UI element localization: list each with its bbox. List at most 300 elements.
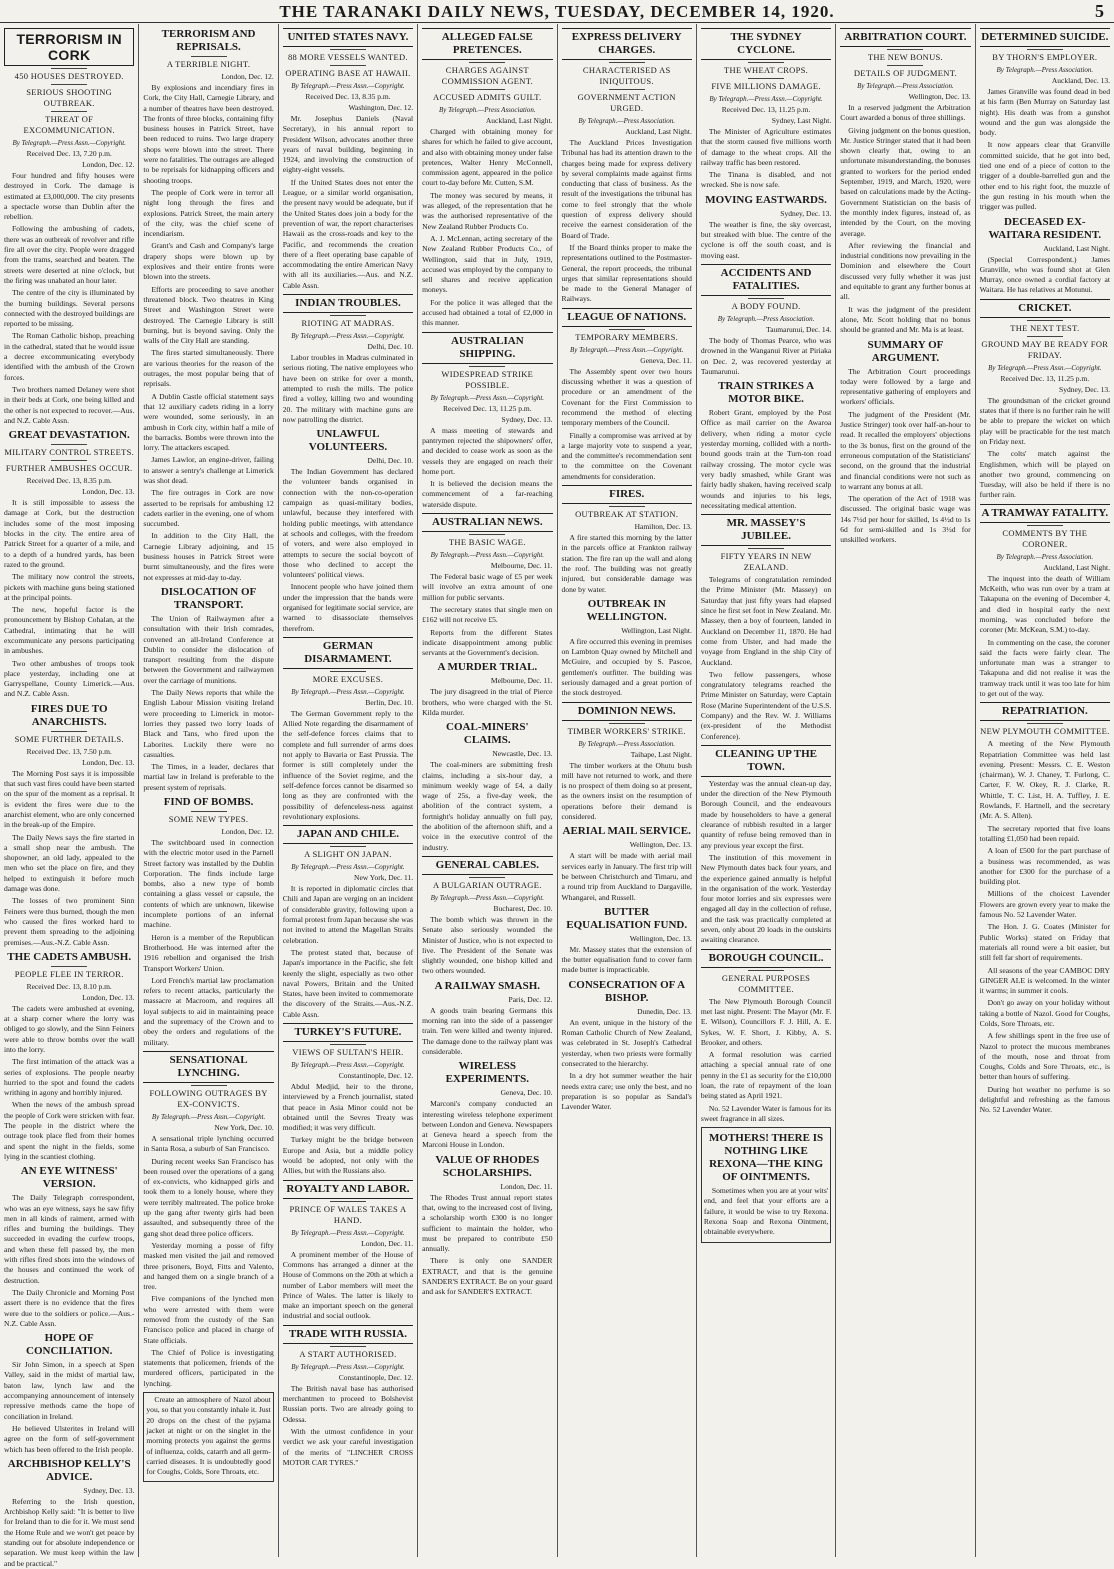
article: [562, 28, 692, 305]
article: [143, 1392, 273, 1482]
columns: [0, 24, 1114, 1568]
article-subheading: THE WHEAT CROPS.: [724, 65, 809, 75]
article-paragraph: Two other ambushes of troops took place yesterday, including one at Garryspellane, County Limerick.—Aus. and N.Z. Cable Assn.: [4, 658, 135, 699]
article: [562, 308, 692, 482]
article-headline: BUTTER EQUALISATION FUND.: [566, 905, 688, 931]
article: [980, 504, 1110, 700]
article-paragraph: Don't go away on your holiday without taking a bottle of Nazol. Good for Coughs, Colds, Sore Throats, etc.: [979, 998, 1110, 1028]
article-paragraph: The German Government reply to the Allied Note regarding the disarmament of the self-defence forces claims that to complete and full surrender of arms does not apply to Bavaria or East Prussia. The former is still completely under the influence of the Soviet regime, and the self-defence forces cannot be disarmed so long as they are confronted with the possibility of defenceless-ness against revolutionary explosions.: [282, 708, 414, 821]
article-paragraph: The weather is fine, the sky overcast, but streaked with blue. The centre of the cyclone is off the south coast, and is moving east.: [700, 219, 832, 260]
article-subheading: FIFTY YEARS IN NEW ZEALAND.: [720, 551, 812, 573]
article-paragraph: Following the ambushing of cadets, there was an outbreak of revolver and rifle fire all over the city. People were dragged from the trams, searched and beaten. The streets were deserted at nine o'clock, but the firing was unabated an hour later.: [4, 224, 135, 285]
article-paragraph: A formal resolution was carried attaching a special annual rate of one penny in the £1 as security for the £10,000 loan, the rate of repayment of the loan being stated as April 1921.: [700, 1050, 832, 1101]
article: [283, 1325, 413, 1468]
wire-credit: By Telegraph.—Press Assn.—Copyright.: [430, 893, 545, 902]
article: [422, 332, 552, 510]
article-paragraph: The Daily Chronicle and Morning Post assert there is no evidence that the fires were due to the soldiers or police.—Aus.-N.Z. Cable Assn.: [4, 1287, 135, 1328]
article-headline: GENERAL CABLES.: [422, 856, 552, 875]
article-subheading: GROUND MAY BE READY FOR FRIDAY.: [981, 338, 1109, 360]
article-paragraph: The Union of Railwaymen after a consultation with their Irish comrades, convened an all-Ireland Conference at Dublin to consider the dislocation of transport resulting from the dispute between the Government and railwaymen over the carriage of munitions.: [143, 613, 274, 685]
article-paragraph: When the news of the ambush spread the people of Cork were stricken with fear. The people in the district where the outrage took place fled from their homes and spent the night in the fields, some lying in the scantiest clothing.: [4, 1100, 135, 1161]
article-headline: TERRORISM AND REPRISALS.: [161, 28, 256, 53]
article-headline: A TRAMWAY FATALITY.: [980, 504, 1110, 523]
article-paragraph: Yesterday was the annual clean-up day, under the direction of the New Plymouth Borough Council, and the endeavours made by householders to have a general clearance of rubbish resulted in a larger quantity of refuse being removed than in any previous year except the first.: [700, 778, 832, 850]
article-paragraph: The Tinana is disabled, and not wrecked. She is now safe.: [700, 170, 832, 190]
article-paragraph: The groundsman of the cricket ground states that if there is no further rain he will be able to prepare the wicket on which play will be practicable for the test match on Friday next.: [979, 395, 1110, 446]
article: [283, 28, 413, 291]
dateline: Paris, Dec. 12.: [508, 994, 553, 1004]
masthead-title: THE TARANAKI DAILY NEWS, TUESDAY, DECEMBER 14, 1920.: [279, 2, 835, 21]
rule-divider: [609, 329, 645, 330]
article-paragraph: The Morning Post says it is impossible that such vast fires could have been started on the spur of the moment as a reprisal. It is evident the fires were due to the anarchist element, who are only concerned in the break-up of the Empire.: [4, 768, 135, 830]
dateline: Melbourne, Dec. 11.: [490, 676, 553, 686]
article-paragraph: A. J. McLennan, acting secretary of the New Zealand Rubber Products Co., of Wellington, said that in July, 1919, accused was employed by the company to sell shares and receive application moneys.: [422, 233, 553, 295]
article: [4, 28, 134, 426]
article-headline: OUTBREAK IN WELLINGTON.: [586, 597, 667, 623]
article-subheading: A SLIGHT ON JAPAN.: [304, 849, 392, 860]
article-headline: CLEANING UP THE TOWN.: [701, 745, 831, 777]
article-headline: ROYALTY AND LABOR.: [283, 1180, 413, 1199]
article-paragraph: It is reported in diplomatic circles that Chili and Japan are verging on an incident of considerable gravity, following upon a formal protest from Japan because she was not invited to attend the Magellan Straits celebration.: [282, 884, 414, 945]
article-paragraph: In a dry hot summer weather the hair needs extra care; use only the best, and no preparation is so popular as Sandal's Lavender Water.: [561, 1071, 692, 1112]
article: [283, 1180, 413, 1322]
article-paragraph: Labor troubles in Madras culminated in serious rioting. The native employees who have been on strike for over a month, attempted to rush the mills. The police fired a volley, killing two and wounding 20. The military with machine guns are now patrolling the district.: [282, 353, 414, 424]
article-paragraph: The Daily News says the fire started in a small shop near the ambush. The shopowner, an old lady, appealed to the men who set the place on fire, and they helped to extinguish it before much damage was done.: [4, 832, 135, 894]
article-paragraph: Sometimes when you are at your wits' end, and feel that your efforts are a failure, it would be wise to try Rexona. Rexona Soap and Rexona Ointment, obtainable everywhere.: [703, 1186, 829, 1237]
article-paragraph: The New Plymouth Borough Council met last night. Present: The Mayor (Mr. F. E. Wilson), Councillors F. J. Hill, A. E. Sykes, W. F. Short, J. Kibby, A. S. Brooker, and others.: [700, 996, 832, 1047]
article-headline: TRAIN STRIKES A MOTOR BIKE.: [718, 380, 815, 406]
article-paragraph: Five companions of the lynched men who were arrested with them were removed from the custody of the San Francisco police and placed in charge of State officials.: [143, 1294, 274, 1345]
article-subheading: VIEWS OF SULTAN'S HEIR.: [292, 1047, 404, 1057]
wire-credit: By Telegraph.—Press Assn.—Copyright.: [291, 863, 405, 872]
article-subheading: 88 MORE VESSELS WANTED.: [287, 52, 408, 62]
article-paragraph: Four hundred and fifty houses were destroyed in Cork. The damage is estimated at £3,000,000. The city presents a spectacle worse than Dublin after the rebellion.: [4, 171, 135, 222]
dateline: Newcastle, Dec. 13.: [492, 749, 553, 759]
article-subheading: CHARACTERISED AS INIQUITOUS.: [582, 65, 671, 86]
rule-divider: [748, 548, 784, 549]
article-subheading: OPERATING BASE AT HAWAII.: [285, 68, 411, 78]
received-line: Received Dec. 13, 8.35 p.m.: [305, 92, 391, 101]
article-paragraph: The Rhodes Trust annual report states that, owing to the increased cost of living, a scholarship worth £300 is no longer sufficient to maintain the holder, who must be prepared to contribute £50 annually.: [422, 1192, 553, 1254]
rule-divider: [887, 65, 923, 66]
article-paragraph: The operation of the Act of 1918 was discussed. The original basic wage was 14s 7½d per hour for skilled, 1s 4½d to 1s 6d for semi-skilled and 1s 3½d for unskilled workers.: [840, 494, 971, 545]
wire-credit: By Telegraph.—Press Association.: [717, 314, 815, 323]
article-paragraph: Reports from the different States indicate disappointment among public servants at the Government's decision.: [422, 627, 553, 658]
article-paragraph: The timber workers at the Ohutu bush mill have not returned to work, and there is no prospect of them doing so at present, as the owners insist on the resumption of operations before their demand is considered.: [561, 760, 692, 822]
rule-divider: [469, 877, 505, 878]
article-headline: ARCHBISHOP KELLY'S ADVICE.: [7, 1457, 131, 1483]
article-paragraph: Create an atmosphere of Nazol about you, so that you constantly inhale it. Just 20 drops on the chest of the pyjama jacket at night or on the singlet in the morning protects you against the germs of influenza, colds, catarrh and all germ-carried diseases. It is undoubtedly good for Coughs, Colds, Sore Throats, etc.: [146, 1395, 271, 1477]
wire-credit: By Telegraph.—Press Assn.—Copyright.: [291, 1228, 405, 1237]
article-paragraph: Innocent people who have joined them under the impression that the bands were organised for legitimate social service, are warned to disassociate themselves therefrom.: [282, 582, 414, 633]
article-paragraph: In commenting on the case, the coroner said the facts were fairly clear. The unfortunate man was a stranger to Takapuna and did not realise it was the tramway track until it was too late for him to get out of the way.: [979, 637, 1110, 698]
article-subheading: A BODY FOUND.: [731, 300, 801, 311]
column-4: [418, 24, 557, 1557]
article: [4, 951, 134, 1162]
article-paragraph: A Dublin Castle official statement says that 12 auxiliary cadets riding in a lorry were wounded, some seriously, in an ambush in Cork city, within half a mile of the barracks. Bombs were thrown into the lorry. The attackers escaped.: [143, 391, 274, 453]
article-subheading: COMMENTS BY THE CORONER.: [1002, 527, 1088, 549]
article-headline: CRICKET.: [980, 299, 1110, 318]
rule-divider: [51, 84, 87, 85]
rule-divider: [330, 1044, 366, 1045]
rule-divider: [469, 366, 505, 367]
article-headline: SUMMARY OF ARGUMENT.: [867, 338, 944, 364]
article-paragraph: With the utmost confidence in your verdict we ask your careful investigation of the merits of "LINCHER CROSS MOTOR CAR TYRES.": [282, 1426, 414, 1467]
rule-divider: [748, 62, 784, 63]
article-subheading: SERIOUS SHOOTING OUTBREAK.: [26, 87, 113, 108]
rule-divider: [1027, 49, 1063, 50]
article-headline: A RAILWAY SMASH.: [434, 979, 541, 992]
rule-divider: [330, 1346, 366, 1347]
article-subheading: SOME NEW TYPES.: [168, 814, 249, 824]
article-paragraph: Heron is a member of the Republican Brotherhood. He was interned after the 1916 rebellion and organised the Irish Transport Workers' Union.: [143, 932, 274, 973]
article-paragraph: The Times, in a leader, declares that martial law in Ireland is preferable to the present system of reprisals.: [143, 762, 274, 792]
article-headline: VALUE OF RHODES SCHOLARSHIPS.: [435, 1153, 540, 1179]
article-paragraph: It was the judgment of the president alone, Mr. Scott holding that no bonus should be granted and Mr. Ma is at least.: [840, 304, 971, 335]
received-line: Received Dec. 13, 11.25 p.m.: [1000, 373, 1090, 383]
rule-divider: [330, 846, 366, 847]
received-line: Received Dec. 13, 7.50 p.m.: [26, 746, 112, 756]
article-headline: COAL-MINERS' CLAIMS.: [446, 721, 529, 747]
article: [980, 702, 1110, 1115]
rule-divider: [51, 444, 87, 445]
received-line: Received Dec. 13, 8.10 p.m.: [26, 981, 112, 991]
article-paragraph: If the United States does not enter the League, or a similar world organisation, the present navy would be adequate, but if the United States does join a body for the prevention of war, the report characterises Hawaii as the cross-roads and key to the Pacific, and recommends the creation there of a fleet operating base capable of accommodating the entire American Navy with all its auxiliaries.—Aus. and N.Z. Cable Assn.: [282, 177, 414, 290]
rule-divider: [887, 49, 923, 50]
dateline: London, Dec. 12.: [221, 827, 274, 836]
article-paragraph: The military now control the streets, pickets with machine guns being stationed at the principal points.: [4, 572, 135, 602]
wire-credit: By Telegraph.—Press Association.: [996, 66, 1094, 74]
article-headline: UNLAWFUL VOLUNTEERS.: [308, 428, 388, 454]
article-paragraph: He believed Ulsterites in Ireland will agree on the form of self-government which has been offered to the Irish people.: [4, 1423, 135, 1454]
article-headline: GREAT DEVASTATION.: [8, 429, 130, 442]
article-subheading: PRINCE OF WALES TAKES A HAND.: [289, 1203, 407, 1225]
article-headline: FIND OF BOMBS.: [163, 796, 254, 808]
article-paragraph: The British naval base has authorised merchantmen to proceed to Bolshevist Russian ports. Two are already going to Odessa.: [282, 1383, 414, 1424]
dateline: Sydney, Last Night.: [771, 116, 832, 125]
wire-credit: By Telegraph.—Press Assn.—Copyright.: [291, 82, 405, 90]
dateline: London, Dec. 13.: [82, 992, 135, 1002]
article-paragraph: Turkey might be the bridge between Europe and Asia, but a middle policy would be adopted, not only with the Allies, but with the Russians also.: [282, 1135, 414, 1176]
dateline: Wellington, Dec. 13.: [908, 92, 971, 101]
column-5: [558, 24, 697, 1557]
dateline: Geneva, Dec. 10.: [500, 1088, 553, 1098]
article-headline: UNITED STATES NAVY.: [283, 28, 413, 47]
wire-credit: By Telegraph.—Press Assn.—Copyright.: [430, 551, 545, 560]
dateline: London, Dec. 13.: [82, 757, 135, 767]
article-paragraph: The jury disagreed in the trial of Pierce brothers, who were charged with the St. Kilda murder.: [422, 687, 553, 717]
article: [4, 1165, 134, 1329]
article-paragraph: Mr. Josephus Daniels (Naval Secretary), in his annual report to President Wilson, advocates another three years of naval building, beginning in 1924, and involving the construction of eighty-eight vessels.: [282, 114, 414, 175]
article-paragraph: The new, hopeful factor is the pronouncement by Bishop Cohalan, at the Cathedral, intimating that he will excommunicate any persons participating in ambushes.: [4, 605, 135, 656]
article-headline: THE SYDNEY CYCLONE.: [701, 28, 831, 60]
article: [4, 703, 134, 948]
dateline: Delhi, Dec. 10.: [367, 456, 414, 466]
article: [701, 949, 831, 1125]
article-paragraph: A goods train bearing Germans this morning ran into the side of a passenger train. Ten were killed and twenty injured. The damage done to the railway plant was considerable.: [422, 1005, 553, 1056]
article-paragraph: The Roman Catholic bishop, preaching in the cathedral, stated that he would issue a decree excommunicating everybody identified with the ambush of the Crown forces.: [4, 331, 135, 382]
article-subheading: MORE EXCUSES.: [312, 673, 384, 684]
article-paragraph: Telegrams of congratulation reminded the Prime Minister (Mr. Massey) on Saturday that just fifty years had elapsed since he first set foot in New Zealand. Mr. Massey, then a boy of fourteen, landed in Auckland on December 11, 1870. He had come from Ulster, and had made the voyage from England in the ship City of Auckland.: [700, 575, 832, 667]
rule-divider: [51, 111, 87, 112]
article-headline: ACCIDENTS AND FATALITIES.: [701, 264, 831, 296]
article-subheading: OUTBREAK AT STATION.: [575, 509, 679, 520]
received-line: Received Dec. 13, 11.25 p.m.: [721, 105, 811, 114]
article-subheading: DETAILS OF JUDGMENT.: [853, 68, 958, 78]
article-paragraph: In a reserved judgment the Arbitration Court awarded a bonus of three shillings.: [840, 103, 971, 123]
dateline: Auckland, Last Night.: [1043, 562, 1110, 572]
article-headline: LEAGUE OF NATIONS.: [562, 308, 692, 327]
article-subheading: PEOPLE FLEE IN TERROR.: [14, 968, 124, 979]
article-headline: MOVING EASTWARDS.: [705, 193, 827, 206]
article-paragraph: The first intimation of the attack was a series of explosions. The people nearby hurried to the spot and found the cadets writhing in agony and horribly injured.: [4, 1057, 135, 1098]
article-paragraph: The protest stated that, because of Japan's importance in the Pacific, she felt keenly the slight, especially as two other naval Powers, Britain and the United States, have been invited to commemorate the discovery of the Straits.—Aus.-N.Z. Cable Assn.: [282, 947, 414, 1019]
rule-divider: [330, 1201, 366, 1202]
article-paragraph: A fire started this morning by the latter in the parcels office at Frankton railway station. The fire ran up the wall and along the roof. The building was not greatly injured, but considerable damage was done by water.: [561, 533, 692, 594]
article-paragraph: An event, unique in the history of the Roman Catholic Church of New Zealand, was celebrated in St. Joseph's Cathedral yesterday, when two priests were formally consecrated to the hierarchy.: [561, 1017, 692, 1068]
article-subheading: MILITARY CONTROL STREETS.: [4, 447, 135, 458]
article-headline: A MURDER TRIAL.: [437, 661, 538, 674]
dateline: Wellington, Last Night.: [621, 625, 692, 635]
article-paragraph: The money was secured by means, it was alleged, of the representation that he was the authorised representative of the New Zealand Rubber Products Co.: [422, 190, 553, 231]
article: [562, 825, 692, 902]
article-subheading: GENERAL PURPOSES COMMITTEE.: [721, 972, 811, 994]
dateline: Dunedin, Dec. 13.: [637, 1006, 692, 1016]
article-paragraph: The Indian Government has declared the volunteer bands organised in connection with the non-co-operation campaign as quasi-military bodies, unlawful, because they interfered with holding public meetings, with attendance at schools and colleges, with the freedom of voters, and were also employed in attempts to secure the social boycott of those who declined to accept the volunteers' political views.: [282, 467, 414, 580]
article-headline: ARBITRATION COURT.: [840, 28, 970, 47]
article: [4, 1332, 134, 1455]
article: [422, 1154, 552, 1298]
article-paragraph: It now appears clear that Granville committed suicide, that he got into bed, tied one end of a piece of cotton to the trigger of a double-barrelled gun and the other end to his right foot, the muzzle of the gun resting in his mouth when the trigger was pulled.: [979, 140, 1110, 212]
dateline: Sydney, Dec. 13.: [501, 414, 553, 424]
dateline: Sydney, Dec. 13.: [1059, 384, 1110, 394]
article-paragraph: The Arbitration Court proceedings today were followed by a large and representative gathering of employers and workers' officials.: [840, 366, 971, 407]
article-paragraph: The Daily News reports that while the English Labour Mission visiting Ireland were proceeding to Limerick in motor-lorries they passed two lorry loads of Black and Tans, who fired upon the Laborites. Luckily there were no casualties.: [143, 688, 274, 759]
rule-divider: [469, 62, 505, 63]
article-paragraph: Two fellow passengers, whose congratulatory telegrams reached the Prime Minister on Saturday, were Captain Rose (Marine Superintendent of the U.S.S. Company) and the Rev. W. J. Williams (ex-president of the Methodist Conference).: [700, 669, 832, 741]
rule-divider: [191, 811, 227, 812]
dateline: Berlin, Dec. 10.: [365, 697, 414, 707]
article-headline: BOROUGH COUNCIL.: [701, 949, 831, 968]
article-subheading: TIMBER WORKERS' STRIKE.: [567, 725, 686, 736]
dateline: Washington, Dec. 12.: [348, 103, 414, 112]
wire-credit: By Telegraph.—Press Assn.—Copyright.: [291, 332, 405, 341]
article-headline: TURKEY'S FUTURE.: [283, 1023, 413, 1042]
dateline: Sydney, Dec. 13.: [83, 1485, 135, 1495]
article: [980, 28, 1110, 213]
article-paragraph: The secretary states that single men on £162 will not receive £5.: [422, 604, 553, 625]
article-subheading: A BULGARIAN OUTRAGE.: [432, 879, 542, 890]
article: [283, 1023, 413, 1177]
article-paragraph: A fire occurred this evening in premises on Lambton Quay owned by Mitchell and McGuire, and occupied by S. Pascoe, gentlemen's outfitter. The building was seriously damaged and a great portion of the stock destroyed.: [561, 636, 692, 698]
article: [283, 637, 413, 822]
article-headline: AN EYE WITNESS' VERSION.: [20, 1165, 118, 1191]
article-paragraph: Yesterday morning a posse of fifty masked men visited the jail and removed three prisoners, Boyd, Fitts and Valento, and hanged them on a single branch of a tree.: [143, 1240, 274, 1292]
dateline: Hamilton, Dec. 13.: [634, 522, 692, 532]
column-3: [279, 24, 418, 1557]
rule-divider: [1027, 320, 1063, 321]
column-2: [139, 24, 278, 1557]
article-subheading: THE NEXT TEST.: [1010, 322, 1080, 333]
article-paragraph: Robert Grant, employed by the Post Office as mail carrier on the Awaroa delivery, when riding a motor cycle yesterday morning, collided with a north-bound goods train at the Turn-ton road railway crossing. The motor cycle was very badly smashed, while Grant was fairly badly shaken, having received scalp wounds and injuries to his legs, necessitating medical attention.: [700, 408, 832, 510]
article-paragraph: For the police it was alleged that the accused had obtained a total of £2,000 in this manner.: [422, 297, 553, 328]
article: [143, 28, 273, 583]
article-headline: GERMAN DISARMAMENT.: [283, 637, 413, 669]
wire-credit: By Telegraph.—Press Association.: [857, 82, 954, 90]
article-paragraph: A meeting of the New Plymouth Repatriation Committee was held last evening. Present: Messrs. C. E. Weston (chairman), W. J. Chaney, T. Furlong, C. Carter, F. W. Okey, R. J. Clarke, R. Whittle, T. C. List, H. A. Tuffley, J. E. Rowlands, F. Hartnell, and the secretary (Mr. A. S. Allen).: [979, 739, 1110, 821]
article-paragraph: Charged with obtaining money for shares for which he failed to give account, and also with obtaining money under false pretences, Walter Henry McConnell, commission agent, appeared in the police court to-day before Mr. Cutten, S.M.: [422, 127, 553, 188]
article-subheading: A START AUTHORISED.: [299, 1348, 397, 1359]
article-subheading: FURTHER AMBUSHES OCCUR.: [5, 463, 133, 474]
article-subheading: NEW PLYMOUTH COMMITTEE.: [980, 726, 1110, 737]
article: [422, 28, 552, 329]
article-paragraph: A sensational triple lynching occurred in Santa Rosa, a suburb of San Francisco.: [143, 1133, 274, 1154]
article: [283, 825, 413, 1020]
article-headline: THE CADETS AMBUSH.: [7, 950, 132, 963]
article: [562, 906, 692, 976]
page-number: 5: [1095, 1, 1104, 21]
article-subheading: ACCUSED ADMITS GUILT.: [433, 92, 542, 102]
dateline: Geneva, Dec. 11.: [640, 355, 692, 365]
article-subheading: SOME FURTHER DETAILS.: [14, 733, 124, 744]
dateline: New York, Dec. 10.: [214, 1122, 274, 1132]
rule-divider: [748, 970, 784, 971]
article-paragraph: Abdul Medjid, heir to the throne, interviewed by a French journalist, stated that peace in Asia Minor could not be obtained until the Sevres Treaty was modified; it was very difficult.: [282, 1082, 414, 1133]
article: [422, 513, 552, 658]
article-paragraph: It is believed the decision means the commencement of a far-reaching waterside dispute.: [422, 479, 553, 509]
article-paragraph: By explosions and incendiary fires in Cork, the City Hall, Carnegie Library, and a number of theatres have been destroyed. The fronts of three blocks, containing fifty business houses in Patrick Street, have been reduced to ruins. Two large drapery shops were blown into the street. There were no fatalities. The outrages are alleged to be reprisals for kidnapping officers and shooting troops.: [143, 83, 274, 185]
rule-divider: [51, 68, 87, 69]
dateline: Delhi, Dec. 10.: [367, 342, 414, 352]
article-headline: MOTHERS! THERE IS NOTHING LIKE REXONA—THE KING OF OINTMENTS.: [709, 1132, 824, 1184]
dateline: Taumarunui, Dec. 14.: [766, 324, 832, 334]
article-paragraph: The coal-miners are submitting fresh claims, including a six-hour day, a minimum weekly wage of £4, a daily wage of 25s, a five-day week, the abolition of the contract system, a fortnight's holiday annually on full pay, the abolition of the afternoon shift, and a voice in the executive control of the industry.: [422, 760, 553, 852]
article-paragraph: There is only one SANDER EXTRACT, and that is the genuine SANDER'S EXTRACT. Be on your guard and ask for SANDER'S EXTRACT.: [422, 1256, 553, 1297]
article-subheading: FOLLOWING OUTRAGES BY EX-CONVICTS.: [149, 1087, 268, 1109]
article: [701, 380, 831, 511]
article-paragraph: The institution of this movement in New Plymouth dates back four years, and the experience gained annually is helpful in the organisation of the work. Yesterday four motor lorries and six expresses were engaged all day in the collection of refuse, and the task was practically completed at seven, only about 20 loads in the outskirts awaiting clearance.: [700, 852, 832, 945]
article-headline: AUSTRALIAN SHIPPING.: [422, 332, 552, 364]
article-paragraph: The Hon. J. G. Coates (Minister for Public Works) stated on Friday that materials all round were a bit easier, but still fell far short of requirements.: [979, 922, 1110, 963]
article-paragraph: The centre of the city is illuminated by the burning buildings. Several persons connected with the destroyed buildings are reported to be missing.: [4, 288, 135, 329]
article: [422, 1060, 552, 1150]
article-paragraph: The people of Cork were in terror all night long through the fires and explosions. Patrick Street, the main artery of the city, was the chief scene of incendiarism.: [143, 187, 274, 239]
article-paragraph: The judgment of the President (Mr. Justice Stringer) took over half-an-hour to read. It recalled the employers' objections to the 3s bonus, first on the ground of the erroneous computation of the Statisticians' second, on the ground that the industrial and financial conditions were not such as to warrant any bonus at all.: [840, 409, 971, 491]
article-paragraph: The secretary reported that five loans totalling £1,050 had been repaid.: [979, 823, 1110, 843]
wire-credit: By Telegraph.—Press Assn.—Copyright.: [709, 95, 823, 103]
article: [283, 428, 413, 634]
rule-divider: [748, 78, 784, 79]
article-paragraph: Millions of the choicest Lavender Flowers are grown every year to make the famous No. 52 Lavender Water.: [979, 889, 1110, 920]
article-headline: MR. MASSEY'S JUBILEE.: [701, 514, 831, 546]
article-headline: ALLEGED FALSE PRETENCES.: [422, 28, 552, 60]
article-paragraph: The cadets were ambushed at evening, at a sharp corner where the lorry was obliged to go slowly, and the Sinn Feiners were able to throw bombs over the wall into the lorry.: [4, 1003, 135, 1054]
article: [143, 586, 273, 793]
article-headline: HOPE OF CONCILIATION.: [26, 1332, 113, 1358]
article-headline: AUSTRALIAN NEWS.: [422, 513, 552, 532]
rule-divider: [330, 65, 366, 66]
article-subheading: A TERRIBLE NIGHT.: [166, 59, 251, 69]
dateline: Melbourne, Dec. 11.: [490, 561, 553, 571]
article-headline: EXPRESS DELIVERY CHARGES.: [562, 28, 692, 60]
article: [283, 294, 413, 425]
dateline: London, Dec. 12.: [221, 72, 274, 81]
article-paragraph: All seasons of the year CAMBOC DRY GINGER ALE is welcomed. In the winter it warms; in summer it cools.: [979, 965, 1110, 996]
article-headline: CONSECRATION OF A BISHOP.: [568, 978, 686, 1004]
received-line: Received Dec. 13, 7.20 p.m.: [26, 149, 112, 158]
article-subheading: RIOTING AT MADRAS.: [301, 318, 395, 329]
rule-divider: [609, 506, 645, 507]
article-paragraph: During hot weather no perfume is so delightful and refreshing as the famous No. 52 Lavender Water.: [979, 1084, 1110, 1115]
article: [701, 264, 831, 377]
article-paragraph: Efforts are proceeding to save another threatened block. Two theatres in King Street and Washington Street were destroyed. The Carnegie Library is still burning, but is beyond saving. Only the walls of the City Hall are standing.: [143, 284, 274, 346]
dateline: London, Dec. 12.: [82, 160, 135, 169]
article: [562, 979, 692, 1113]
article: [422, 980, 552, 1057]
article-subheading: BY THORN'S EMPLOYER.: [992, 52, 1098, 62]
wire-credit: By Telegraph.—Press Assn.—Copyright.: [988, 363, 1102, 372]
wire-credit: By Telegraph.—Press Assn.—Copyright.: [291, 1061, 405, 1069]
rule-divider: [1027, 336, 1063, 337]
article-paragraph: A start will be made with aerial mail services early in January. The first trip will be between Christchurch and Timaru, and a round trip from Auckland to Dargaville, Whangarei, and Russell.: [561, 851, 692, 902]
rule-divider: [330, 671, 366, 672]
article-headline: WIRELESS EXPERIMENTS.: [445, 1060, 530, 1086]
wire-credit: By Telegraph.—Press Association.: [578, 739, 675, 748]
article-paragraph: Giving judgment on the bonus question, Mr. Justice Stringer stated that it had been shown clearly that, owing to an unfortunate misunderstanding, the bonuses granted to workers for the period ended September, 1919, and March, 1920, were based on calculations made by the Acting-Government Statistician on the basis of the monthly index figures, instead of, as intended by the Court, on the moving average.: [840, 125, 971, 238]
rule-divider: [51, 966, 87, 967]
article-headline: FIRES DUE TO ANARCHISTS.: [30, 702, 108, 728]
column-1: [0, 24, 139, 1568]
rule-divider: [1027, 723, 1063, 724]
dateline: Wellington, Dec. 13.: [629, 933, 692, 943]
article-paragraph: Grant's and Cash and Company's large drapery shops were blown up by explosives and their entire fronts were blown into the streets.: [143, 241, 274, 282]
article-paragraph: The fire outrages in Cork are now asserted to be reprisals for ambushing 12 cadets earlier in the evening, one of whom succumbed.: [143, 488, 274, 529]
article-headline: DETERMINED SUICIDE.: [980, 28, 1110, 47]
article-headline: JAPAN AND CHILE.: [283, 825, 413, 844]
dateline: Bucharest, Dec. 10.: [493, 903, 553, 913]
article-paragraph: The Auckland Prices Investigation Tribunal has had its attention drawn to the charges being made for express delivery by several complaints made against firms conducting that class of business. As the result of the investigations the tribunal has come to feel strongly that the whole question of express delivery should receive the earnest consideration of the Board of Trade.: [561, 138, 692, 240]
dateline: London, Dec. 13.: [82, 487, 135, 497]
article: [701, 28, 831, 191]
article: [143, 796, 273, 1048]
article-paragraph: During recent weeks San Francisco has been roused over the operations of a gang of ex-convicts, who kidnapped girls and took them to a lonely house, where they were terribly maltreated. The police broke up the gang after twenty girls had been assaulted, and subsequently three of the gang shot dead three police officers.: [143, 1156, 274, 1238]
column-8: [976, 24, 1114, 1557]
article: [4, 429, 134, 700]
article-subheading: FIVE MILLIONS DAMAGE.: [711, 81, 821, 91]
article-paragraph: Lord French's martial law proclamation refers to recent attacks, particularly the massacre at Macroom, and requires all loyal subjects to aid in maintaining peace and the supremacy of the Crown and to obey the orders and regulations of the military.: [143, 975, 274, 1047]
article-subheading: CHARGES AGAINST COMMISSION AGENT.: [441, 65, 533, 86]
article-paragraph: The colts' match against the Englishmen, which will be played on another two ground, commencing on Tuesday, will also be held if there is no further rain.: [979, 449, 1110, 500]
article-headline: SENSATIONAL LYNCHING.: [143, 1051, 273, 1083]
wire-credit: By Telegraph.—Press Association.: [578, 117, 675, 125]
article-paragraph: The inquest into the death of William McKeith, who was run over by a tram at Takapuna on the evening of December 4, and died in hospital early the next morning, was concluded before the coroner (Mr. McKean, S.M.) to-day.: [979, 573, 1110, 635]
rule-divider: [330, 315, 366, 316]
article-subheading: THREAT OF EXCOMMUNICATION.: [23, 114, 115, 135]
article-paragraph: Finally a compromise was arrived at by a large majority vote to suspend a year, and the committee's recommendation sent to the committee on the Covenant amendments for consideration.: [561, 430, 692, 481]
rule-divider: [609, 89, 645, 90]
article-paragraph: The Minister of Agriculture estimates that the storm caused five millions worth of damage to the wheat crops. All the railway traffic has been restored.: [700, 127, 832, 167]
article-subheading: GOVERNMENT ACTION URGED.: [577, 92, 676, 113]
rule-divider: [51, 460, 87, 461]
article-headline: DOMINION NEWS.: [562, 702, 692, 721]
dateline: Taihape, Last Night.: [630, 749, 692, 759]
article-paragraph: A loan of £500 for the part purchase of a business was recommended, as was another for £300 for the purchase of a building plot.: [979, 846, 1110, 887]
article-paragraph: In addition to the City Hall, the Carnegie Library adjoining, and 15 business houses in Patrick Street were burnt simultaneously, and the fires were not expresses at mid-day to-day.: [143, 531, 274, 582]
article-paragraph: No. 52 Lavender Water is famous for its sweet fragrance in all sizes.: [700, 1103, 832, 1123]
article: [562, 702, 692, 823]
article: [701, 194, 831, 261]
dateline: Auckland, Dec. 13.: [1051, 76, 1110, 85]
